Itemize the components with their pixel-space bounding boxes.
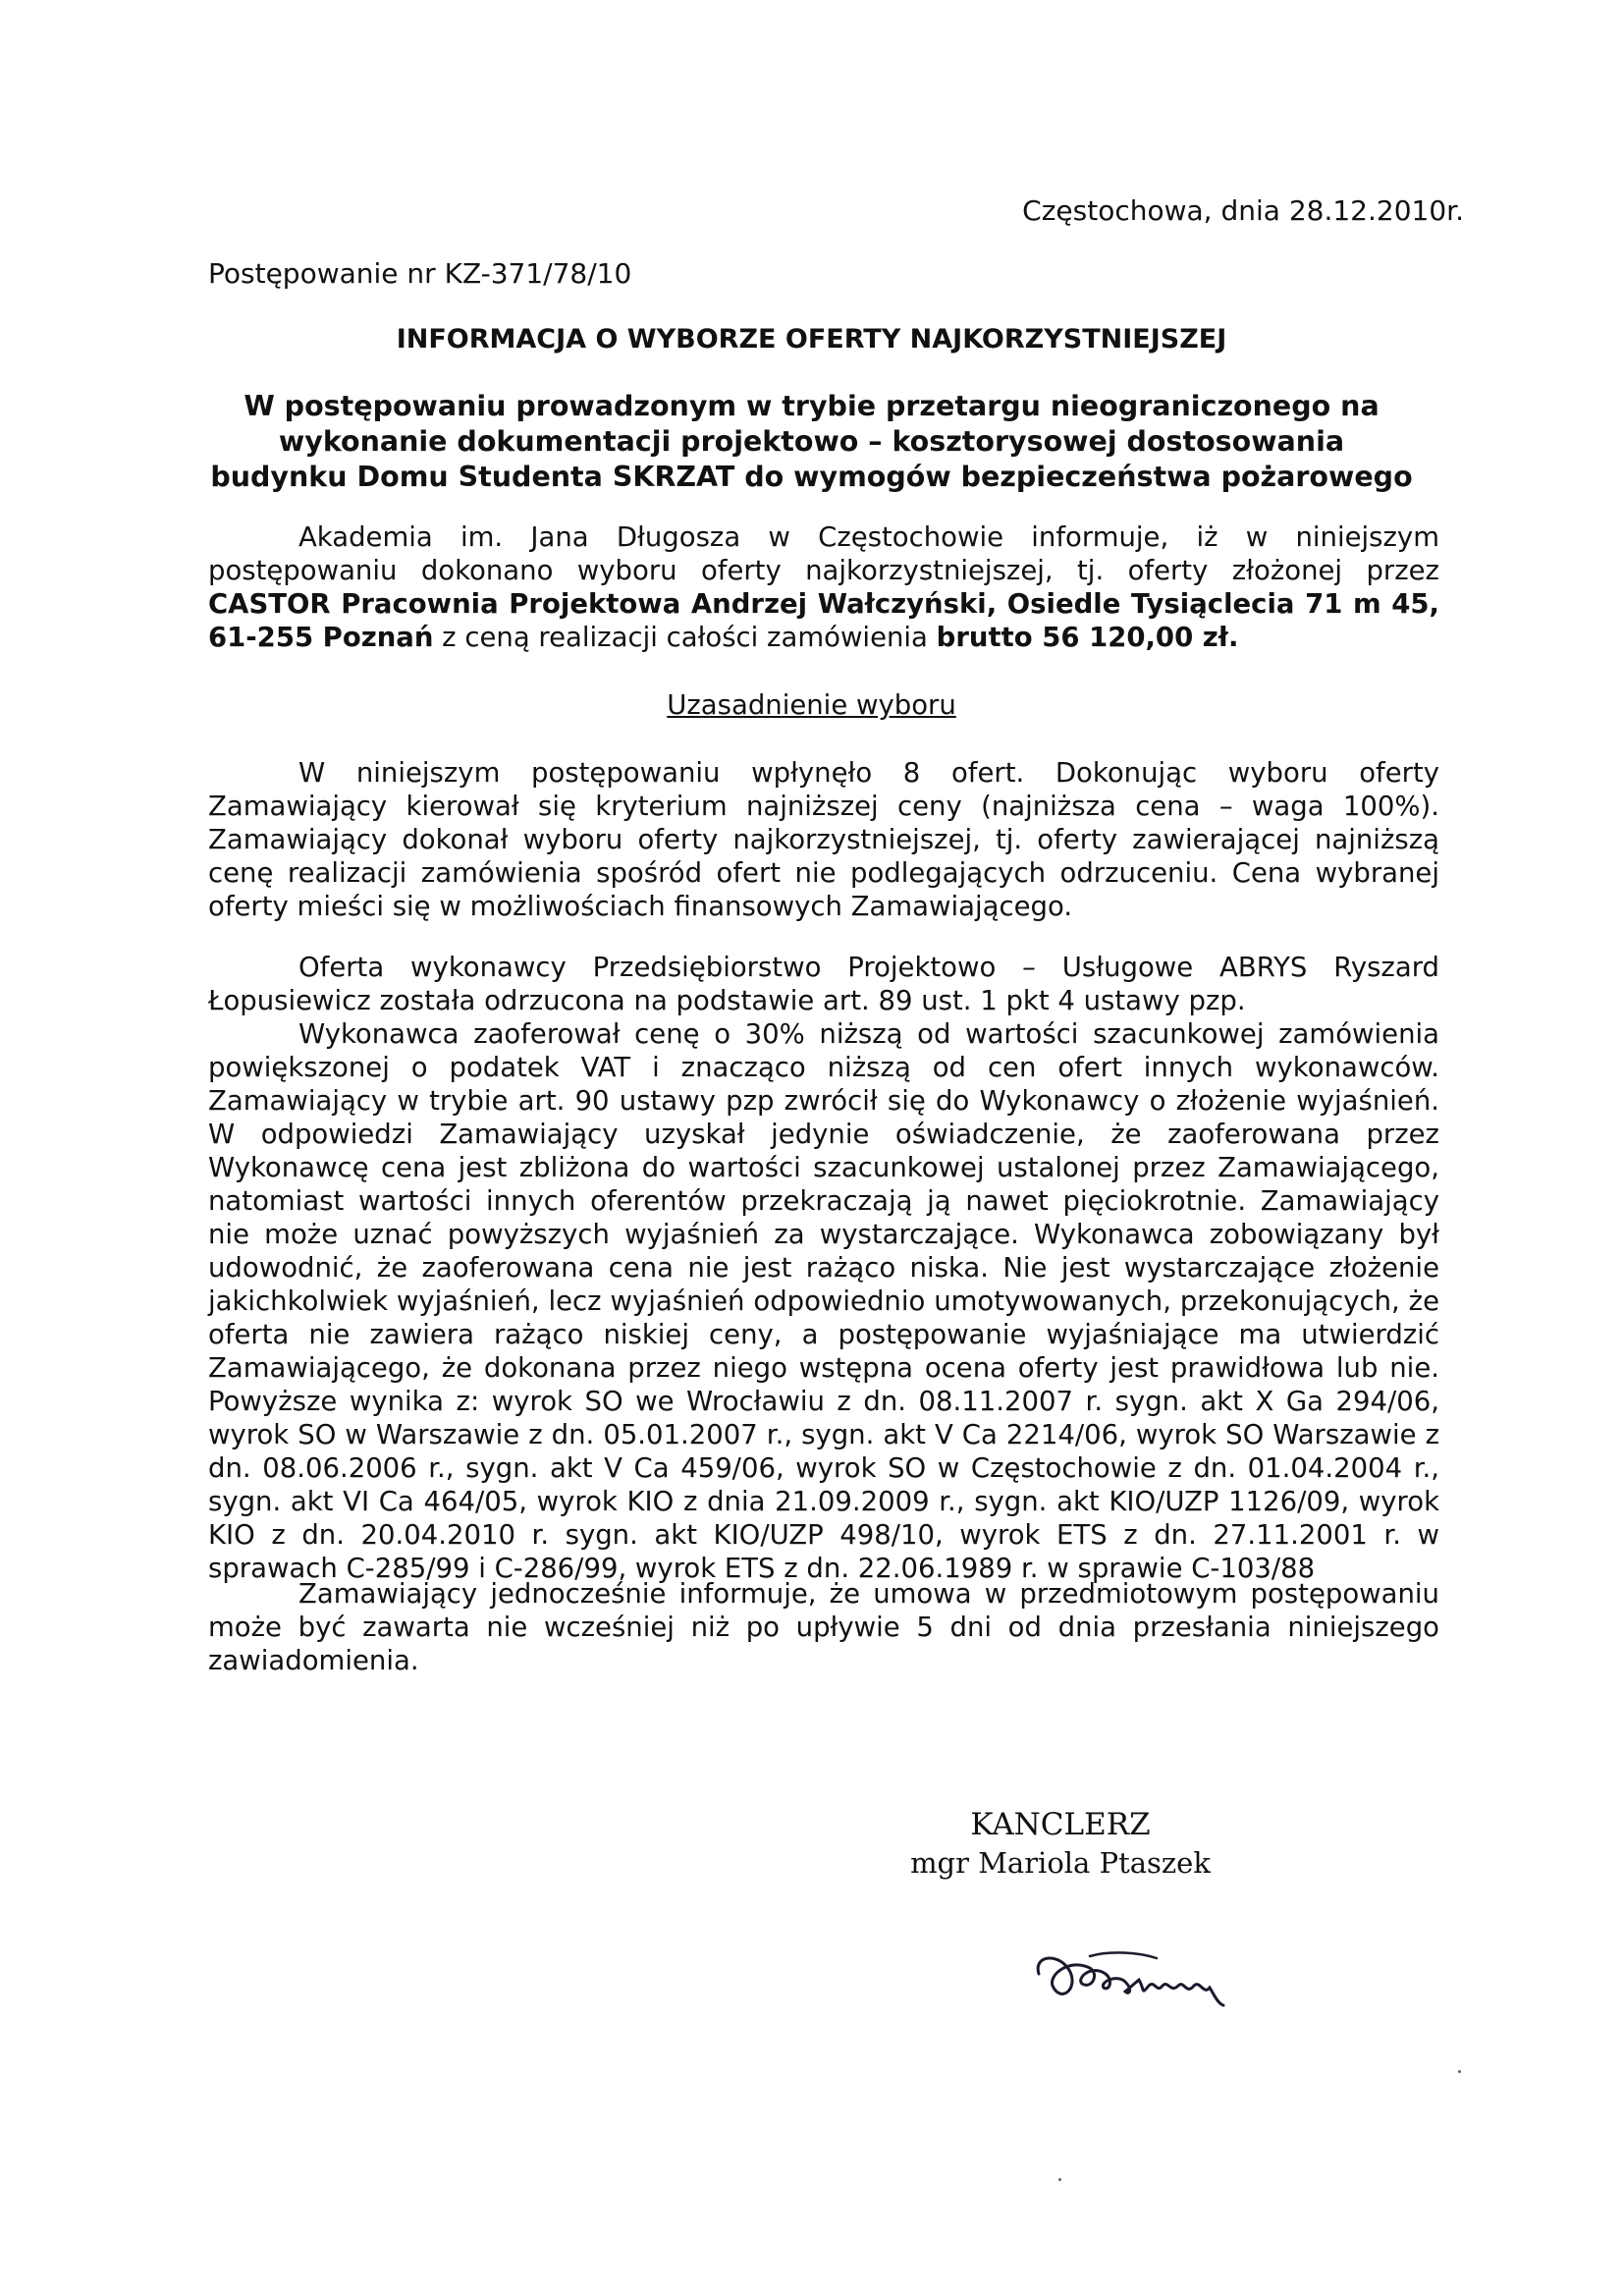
document-subject <box>196 389 1427 495</box>
document-title: INFORMACJA O WYBORZE OFERTY NAJKORZYSTNIEJSZEJ <box>396 324 1227 355</box>
justification-paragraph: W niniejszym postępowaniu wpłynęło 8 ofert. Dokonując wyboru oferty Zamawiający kierował się kryterium najniższej ceny (najniższa cena – waga 100%). Zamawiający dokonał wyboru oferty najkorzystniejszej, tj. oferty zawierającej najniższą cenę realizacji zamówienia spośród ofert nie podlegających odrzuceniu. Cena wybranej oferty mieści się w możliwościach finansowych Zamawiającego. <box>208 757 1439 922</box>
winner-name: CASTOR Pracownia Projektowa Andrzej Wałczyński, Osiedle Tysiąclecia 71 m 45, 61-255 Poznań <box>208 588 1439 653</box>
rejection-section <box>208 951 1439 1585</box>
contract-notice-paragraph: Zamawiający jednocześnie informuje, że umowa w przedmiotowym postępowaniu może być zawarta nie wcześniej niż po upływie 5 dni od dnia przesłania niniejszego zawiadomienia. <box>208 1578 1439 1676</box>
winning-price: brutto 56 120,00 zł. <box>936 622 1239 653</box>
signatory-name: mgr Mariola Ptaszek <box>910 1846 1211 1880</box>
case-reference: Postępowanie nr KZ-371/78/10 <box>208 257 632 290</box>
justification-heading: Uzasadnienie wyboru <box>667 689 956 721</box>
subject-line-2: wykonanie dokumentacji projektowo – kosztorysowej dostosowania <box>278 425 1345 458</box>
rejection-paragraph: Oferta wykonawcy Przedsiębiorstwo Projektowo – Usługowe ABRYS Ryszard Łopusiewicz została odrzucona na podstawie art. 89 ust. 1 pkt 4 ustawy pzp. <box>208 952 1439 1016</box>
scan-speck <box>1458 2070 1461 2073</box>
subject-line-3: budynku Domu Studenta SKRZAT do wymogów bezpieczeństwa pożarowego <box>210 461 1413 493</box>
handwritten-signature <box>1031 1935 1267 2023</box>
document-date: Częstochowa, dnia 28.12.2010r. <box>1022 194 1464 227</box>
selection-text-a: Akademia im. Jana Długosza w Częstochowie informuje, iż w niniejszym postępowaniu dokonano wyboru oferty najkorzystniejszej, tj. oferty złożonej przez <box>208 521 1439 586</box>
subject-line-1: W postępowaniu prowadzonym w trybie przetargu nieograniczonego na <box>243 390 1380 422</box>
selection-text-b: z ceną realizacji całości zamówienia <box>433 622 937 653</box>
signatory-title: KANCLERZ <box>970 1807 1151 1842</box>
selection-paragraph <box>208 520 1439 654</box>
rejection-reasoning-paragraph: Wykonawca zaoferował cenę o 30% niższą od wartości szacunkowej zamówienia powiększonej o podatek VAT i znacząco niższą od cen ofert innych wykonawców. Zamawiający w trybie art. 90 ustawy pzp zwrócił się do Wykonawcy o złożenie wyjaśnień. W odpowiedzi Zamawiający uzyskał jedynie oświadczenie, że zaoferowana przez Wykonawcę cena jest zbliżona do wartości szacunkowej ustalonej przez Zamawiającego, natomiast wartości innych oferentów przekraczają ją nawet pięciokrotnie. Zamawiający nie może uznać powyższych wyjaśnień za wystarczające. Wykonawca zobowiązany był udowodnić, że zaoferowana cena nie jest rażąco niska. Nie jest wystarczające złożenie jakichkolwiek wyjaśnień, lecz wyjaśnień odpowiednio umotywowanych, przekonujących, że oferta nie zawiera rażąco niskiej ceny, a postępowanie wyjaśniające ma utwierdzić Zamawiającego, że dokonana przez niego wstępna ocena oferty jest prawidłowa lub nie. Powyższe wynika z: wyrok SO we Wrocławiu z dn. 08.11.2007 r. sygn. akt X Ga 294/06, wyrok SO w Warszawie z dn. 05.01.2007 r., sygn. akt V Ca 2214/06, wyrok SO Warszawie z dn. 08.06.2006 r., sygn. akt V Ca 459/06, wyrok SO w Częstochowie z dn. 01.04.2004 r., sygn. akt VI Ca 464/05, wyrok KIO z dnia 21.09.2009 r., sygn. akt KIO/UZP 1126/09, wyrok KIO z dn. 20.04.2010 r. sygn. akt KIO/UZP 498/10, wyrok ETS z dn. 27.11.2001 r. w sprawach C-285/99 i C-286/99, wyrok ETS z dn. 22.06.1989 r. w sprawie C-103/88 <box>208 1018 1439 1584</box>
scan-speck <box>1058 2178 1061 2181</box>
